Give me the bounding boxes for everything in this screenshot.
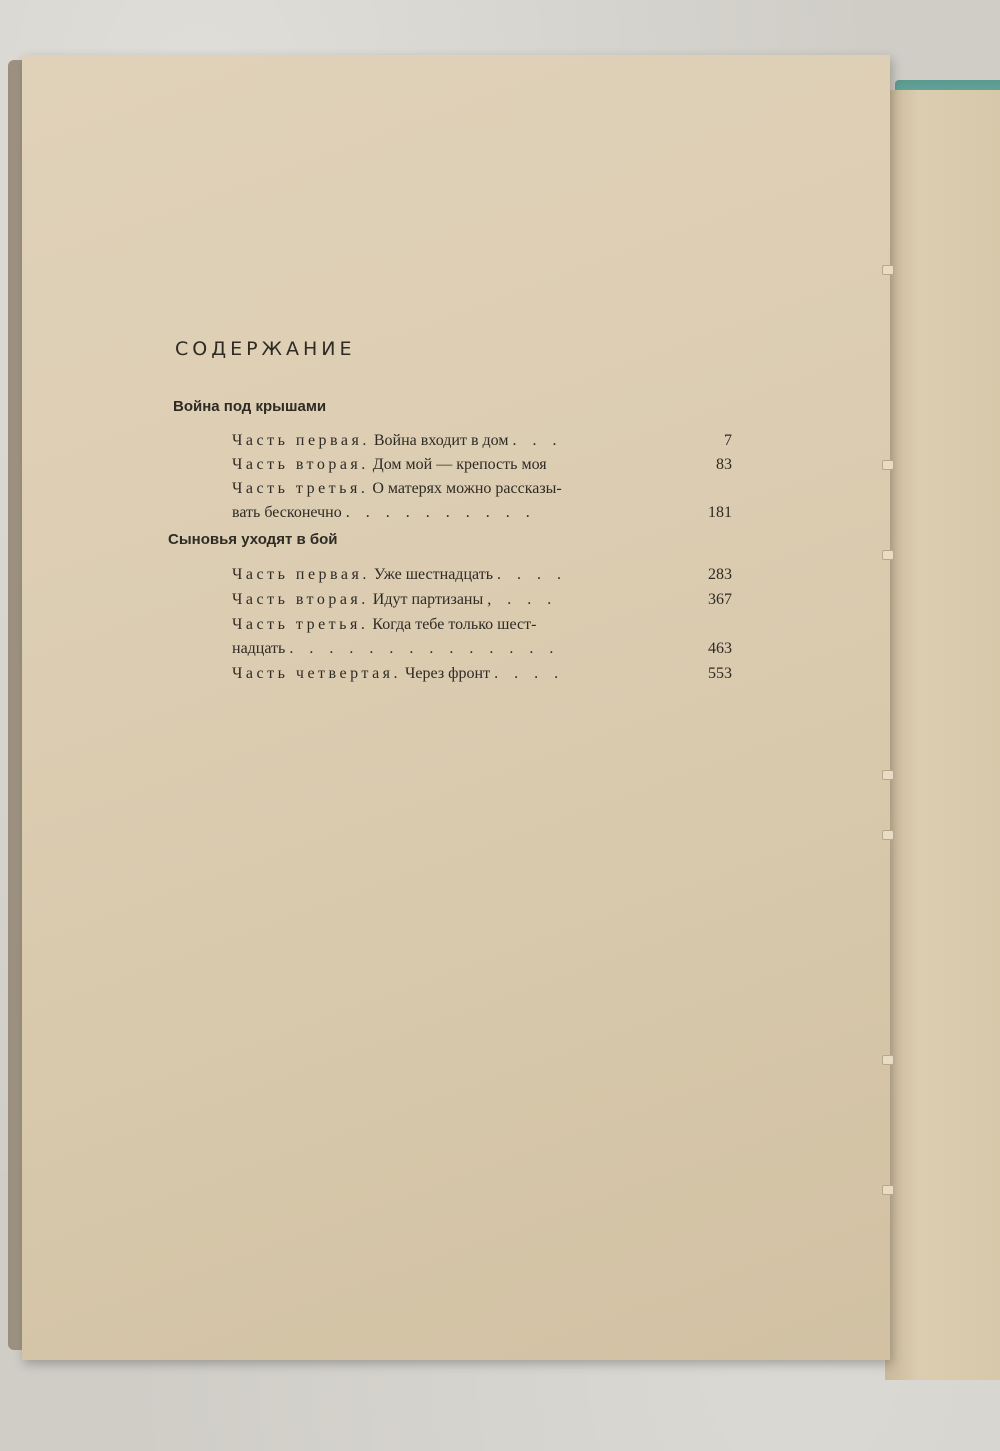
toc-entry-title: Идут партизаны [372,591,484,608]
binding-stitch [882,770,894,780]
toc-entry-leader: , . . . [487,591,558,608]
binding-stitch [882,460,894,470]
book-title: Война под крышами [173,398,327,415]
toc-entry-title: Через фронт [405,665,491,682]
toc-entry-title-continued: надцать [232,640,286,657]
binding-stitch [882,1185,894,1195]
toc-entry-title: Война входит в дом [373,432,509,449]
toc-entry-part: Часть вторая. [232,591,369,608]
toc-entry-page: 367 [708,591,732,608]
toc-entry-leader: . . . [512,432,563,449]
toc-entry-page: 7 [724,432,732,449]
table-of-contents [22,55,890,1360]
binding-stitch [882,265,894,275]
binding-stitch [882,830,894,840]
toc-entry-page: 553 [708,665,732,682]
toc-entry-part: Часть первая. [232,566,370,583]
toc-entry-leader: . . . . . . . . . . . . . . [289,640,560,657]
toc-entry-part: Часть третья. [232,480,369,497]
toc-heading: СОДЕРЖАНИЕ [175,338,356,360]
toc-entry-part: Часть четвертая. [232,665,402,682]
book-title: Сыновья уходят в бой [168,531,338,548]
toc-entry-page: 463 [708,640,732,657]
toc-entry-part: Часть вторая. [232,456,369,473]
facing-page [885,90,1000,1380]
binding-stitch [882,1055,894,1065]
toc-entry-page: 181 [708,504,732,521]
book-page [22,55,890,1360]
toc-entry-page: 83 [716,456,732,473]
toc-entry[interactable] [232,477,732,525]
toc-entry-part: Часть первая. [232,432,370,449]
toc-entry-title: Дом мой — крепость моя [372,456,547,473]
toc-entry[interactable] [232,453,732,477]
toc-entry-title: Уже шестнадцать [373,566,493,583]
toc-entry-leader: . . . . [494,665,565,682]
binding-stitch [882,550,894,560]
toc-entry[interactable] [232,429,732,453]
toc-entry-title: Когда тебе только шест- [372,616,537,633]
toc-entry-title-continued: вать бесконечно [232,504,342,521]
toc-entry-title: О матерях можно рассказы- [372,480,562,497]
toc-entry[interactable] [232,613,732,661]
toc-entry[interactable] [232,563,732,587]
toc-entry-part: Часть третья. [232,616,369,633]
toc-entry-leader: . . . . . . . . . . [345,504,536,521]
toc-entry-page: 283 [708,566,732,583]
toc-entry[interactable] [232,588,732,612]
toc-entry[interactable] [232,662,732,686]
toc-entry-leader: . . . . [496,566,567,583]
